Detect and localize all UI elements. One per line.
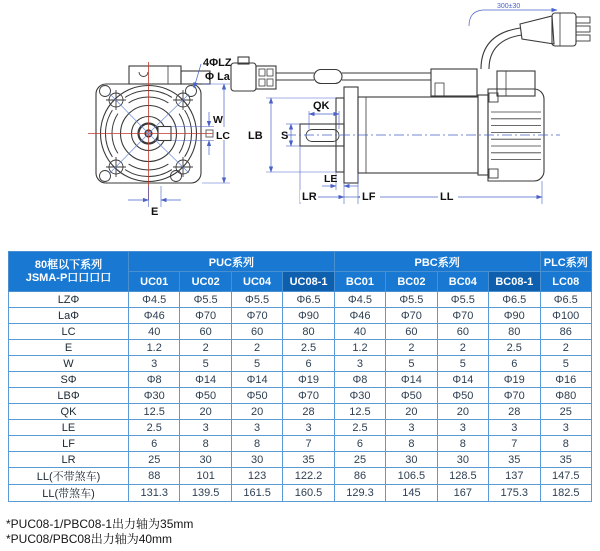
spec-cell: Φ70 bbox=[283, 388, 334, 404]
table-row bbox=[9, 404, 592, 420]
spec-cell: 5 bbox=[386, 356, 437, 372]
column-group-header: PUC系列 bbox=[129, 252, 335, 272]
spec-cell: 129.3 bbox=[334, 485, 385, 502]
le-dim-label: LE bbox=[324, 173, 338, 185]
spec-cell: 139.5 bbox=[180, 485, 231, 502]
spec-cell: 161.5 bbox=[231, 485, 282, 502]
ll-dim-label: LL bbox=[440, 191, 454, 203]
spec-cell: 175.3 bbox=[489, 485, 540, 502]
spec-table-header bbox=[9, 252, 592, 292]
column-group-header: PLC系列 bbox=[540, 252, 592, 272]
row-label: LL(不带煞车) bbox=[9, 468, 129, 485]
spec-cell: 160.5 bbox=[283, 485, 334, 502]
table-row bbox=[9, 388, 592, 404]
spec-cell: Φ5.5 bbox=[386, 292, 437, 308]
spec-cell: 3 bbox=[283, 420, 334, 436]
table-row bbox=[9, 292, 592, 308]
spec-cell: 2 bbox=[231, 340, 282, 356]
column-header: UC08-1 bbox=[283, 272, 334, 292]
spec-cell: Φ14 bbox=[386, 372, 437, 388]
plug-pins bbox=[576, 17, 590, 41]
spec-cell: 6 bbox=[129, 436, 180, 452]
table-row bbox=[9, 356, 592, 372]
spec-cell: 80 bbox=[283, 324, 334, 340]
table-row bbox=[9, 452, 592, 468]
spec-cell: 12.5 bbox=[334, 404, 385, 420]
e-dim-label: E bbox=[151, 206, 159, 218]
spec-cell: Φ8 bbox=[129, 372, 180, 388]
spec-cell: 167 bbox=[437, 485, 488, 502]
row-label: LaΦ bbox=[9, 308, 129, 324]
spec-cell: 30 bbox=[231, 452, 282, 468]
spec-cell: 20 bbox=[231, 404, 282, 420]
spec-cell: 8 bbox=[437, 436, 488, 452]
lr-dim-label: LR bbox=[302, 191, 317, 203]
spec-cell: Φ80 bbox=[540, 388, 592, 404]
spec-cell: Φ30 bbox=[334, 388, 385, 404]
spec-cell: 60 bbox=[231, 324, 282, 340]
column-header: UC01 bbox=[129, 272, 180, 292]
spec-cell: Φ50 bbox=[231, 388, 282, 404]
spec-cell: 60 bbox=[386, 324, 437, 340]
spec-cell: 35 bbox=[283, 452, 334, 468]
spec-cell: 40 bbox=[334, 324, 385, 340]
spec-cell: Φ14 bbox=[180, 372, 231, 388]
footnote-line: *PUC08/PBC08出力轴为40mm bbox=[6, 532, 173, 546]
spec-cell: 3 bbox=[129, 356, 180, 372]
spec-table bbox=[8, 251, 592, 502]
spec-cell: 8 bbox=[231, 436, 282, 452]
spec-cell: 80 bbox=[489, 324, 540, 340]
spec-cell: 2 bbox=[437, 340, 488, 356]
spec-cell: Φ70 bbox=[489, 388, 540, 404]
spec-cell: Φ90 bbox=[283, 308, 334, 324]
spec-cell: 2 bbox=[540, 340, 592, 356]
spec-cell: 88 bbox=[129, 468, 180, 485]
spec-cell: 6 bbox=[283, 356, 334, 372]
column-header: UC02 bbox=[180, 272, 231, 292]
spec-cell: 20 bbox=[437, 404, 488, 420]
spec-cell: 86 bbox=[540, 324, 592, 340]
technical-drawing bbox=[0, 0, 600, 250]
spec-cell: 8 bbox=[540, 436, 592, 452]
lb-dim-label: LB bbox=[248, 130, 263, 142]
spec-cell: 28 bbox=[489, 404, 540, 420]
column-header: BC01 bbox=[334, 272, 385, 292]
spec-cell: Φ46 bbox=[334, 308, 385, 324]
row-label: LZΦ bbox=[9, 292, 129, 308]
spec-cell: 3 bbox=[334, 356, 385, 372]
row-label: LF bbox=[9, 436, 129, 452]
row-label: LR bbox=[9, 452, 129, 468]
table-row bbox=[9, 468, 592, 485]
spec-cell: 147.5 bbox=[540, 468, 592, 485]
spec-cell: Φ5.5 bbox=[437, 292, 488, 308]
spec-cell: Φ16 bbox=[540, 372, 592, 388]
spec-cell: Φ19 bbox=[489, 372, 540, 388]
spec-cell: 5 bbox=[540, 356, 592, 372]
row-label: QK bbox=[9, 404, 129, 420]
column-header: BC04 bbox=[437, 272, 488, 292]
spec-cell: 137 bbox=[489, 468, 540, 485]
w-dim-label: W bbox=[213, 114, 223, 126]
spec-cell: Φ8 bbox=[334, 372, 385, 388]
spec-cell: Φ5.5 bbox=[180, 292, 231, 308]
spec-cell: 30 bbox=[437, 452, 488, 468]
spec-cell: 1.2 bbox=[129, 340, 180, 356]
spec-cell: Φ5.5 bbox=[231, 292, 282, 308]
table-row bbox=[9, 485, 592, 502]
spec-cell: 131.3 bbox=[129, 485, 180, 502]
spec-cell: 6 bbox=[489, 356, 540, 372]
spec-cell: 35 bbox=[540, 452, 592, 468]
spec-cell: 8 bbox=[386, 436, 437, 452]
spec-cell: Φ4.5 bbox=[334, 292, 385, 308]
spec-cell: Φ6.5 bbox=[540, 292, 592, 308]
spec-cell: Φ90 bbox=[489, 308, 540, 324]
row-label: LBΦ bbox=[9, 388, 129, 404]
spec-cell: Φ6.5 bbox=[283, 292, 334, 308]
spec-cell: 1.2 bbox=[334, 340, 385, 356]
spec-cell: Φ70 bbox=[180, 308, 231, 324]
spec-cell: 145 bbox=[386, 485, 437, 502]
spec-cell: Φ14 bbox=[231, 372, 282, 388]
spec-cell: 30 bbox=[180, 452, 231, 468]
spec-cell: 101 bbox=[180, 468, 231, 485]
motor-front-view bbox=[96, 66, 210, 183]
spec-cell: 5 bbox=[231, 356, 282, 372]
spec-cell: 7 bbox=[489, 436, 540, 452]
spec-cell: 3 bbox=[489, 420, 540, 436]
spec-cell: Φ50 bbox=[180, 388, 231, 404]
bolt-dim-label: 4ΦLZ bbox=[203, 57, 232, 69]
table-row bbox=[9, 324, 592, 340]
spec-cell: 7 bbox=[283, 436, 334, 452]
spec-cell: 3 bbox=[437, 420, 488, 436]
row-label: SΦ bbox=[9, 372, 129, 388]
lc-dim-label: LC bbox=[216, 130, 230, 142]
spec-cell: 8 bbox=[180, 436, 231, 452]
spec-cell: Φ70 bbox=[437, 308, 488, 324]
spec-cell: Φ14 bbox=[437, 372, 488, 388]
column-header: BC02 bbox=[386, 272, 437, 292]
spec-cell: 40 bbox=[129, 324, 180, 340]
side-dimensions bbox=[266, 10, 557, 204]
spec-cell: 20 bbox=[180, 404, 231, 420]
spec-cell: 182.5 bbox=[540, 485, 592, 502]
column-header: UC04 bbox=[231, 272, 282, 292]
spec-cell: 2 bbox=[386, 340, 437, 356]
row-label: E bbox=[9, 340, 129, 356]
footnote-line: *PUC08-1/PBC08-1出力轴为35mm bbox=[6, 517, 194, 531]
row-label: W bbox=[9, 356, 129, 372]
s-dim-label: S bbox=[281, 130, 289, 142]
spec-cell: 2.5 bbox=[129, 420, 180, 436]
table-row bbox=[9, 436, 592, 452]
spec-cell: 3 bbox=[386, 420, 437, 436]
spec-cell: Φ70 bbox=[231, 308, 282, 324]
spec-cell: 5 bbox=[180, 356, 231, 372]
la-dim-label: Φ La bbox=[205, 71, 230, 83]
spec-cell: 128.5 bbox=[437, 468, 488, 485]
spec-cell: Φ70 bbox=[386, 308, 437, 324]
spec-cell: Φ30 bbox=[129, 388, 180, 404]
spec-cell: 12.5 bbox=[129, 404, 180, 420]
spec-cell: Φ4.5 bbox=[129, 292, 180, 308]
spec-cell: Φ50 bbox=[386, 388, 437, 404]
spec-cell: Φ100 bbox=[540, 308, 592, 324]
spec-cell: 6 bbox=[334, 436, 385, 452]
spec-cell: 28 bbox=[283, 404, 334, 420]
spec-cell: 106.5 bbox=[386, 468, 437, 485]
spec-cell: 20 bbox=[386, 404, 437, 420]
spec-cell: 35 bbox=[489, 452, 540, 468]
column-group-header: PBC系列 bbox=[334, 252, 540, 272]
table-row bbox=[9, 308, 592, 324]
footnotes bbox=[6, 517, 193, 547]
spec-cell: 25 bbox=[540, 404, 592, 420]
spec-cell: 3 bbox=[540, 420, 592, 436]
spec-cell: Φ19 bbox=[283, 372, 334, 388]
table-corner-header: 80框以下系列 JSMA-P口口口口 bbox=[9, 252, 129, 292]
spec-cell: 2 bbox=[180, 340, 231, 356]
row-label: LC bbox=[9, 324, 129, 340]
spec-cell: 25 bbox=[334, 452, 385, 468]
row-label: LE bbox=[9, 420, 129, 436]
spec-cell: 122.2 bbox=[283, 468, 334, 485]
spec-cell: 3 bbox=[231, 420, 282, 436]
spec-cell: 60 bbox=[437, 324, 488, 340]
spec-cell: 2.5 bbox=[334, 420, 385, 436]
spec-cell: 86 bbox=[334, 468, 385, 485]
spec-cell: 3 bbox=[180, 420, 231, 436]
qk-dim-label: QK bbox=[313, 100, 330, 112]
table-row bbox=[9, 420, 592, 436]
row-label: LL(带煞车) bbox=[9, 485, 129, 502]
column-header: LC08 bbox=[540, 272, 592, 292]
table-row bbox=[9, 340, 592, 356]
spec-cell: 60 bbox=[180, 324, 231, 340]
spec-cell: 5 bbox=[437, 356, 488, 372]
table-row bbox=[9, 372, 592, 388]
spec-table-body bbox=[9, 292, 592, 502]
spec-cell: Φ6.5 bbox=[489, 292, 540, 308]
column-header: BC08-1 bbox=[489, 272, 540, 292]
spec-cell: 2.5 bbox=[283, 340, 334, 356]
spec-cell: 30 bbox=[386, 452, 437, 468]
spec-cell: 123 bbox=[231, 468, 282, 485]
spec-cell: 25 bbox=[129, 452, 180, 468]
lf-dim-label: LF bbox=[362, 191, 376, 203]
cable-length-label: 300±30 bbox=[497, 3, 521, 10]
spec-cell: Φ46 bbox=[129, 308, 180, 324]
spec-cell: 2.5 bbox=[489, 340, 540, 356]
spec-cell: Φ50 bbox=[437, 388, 488, 404]
